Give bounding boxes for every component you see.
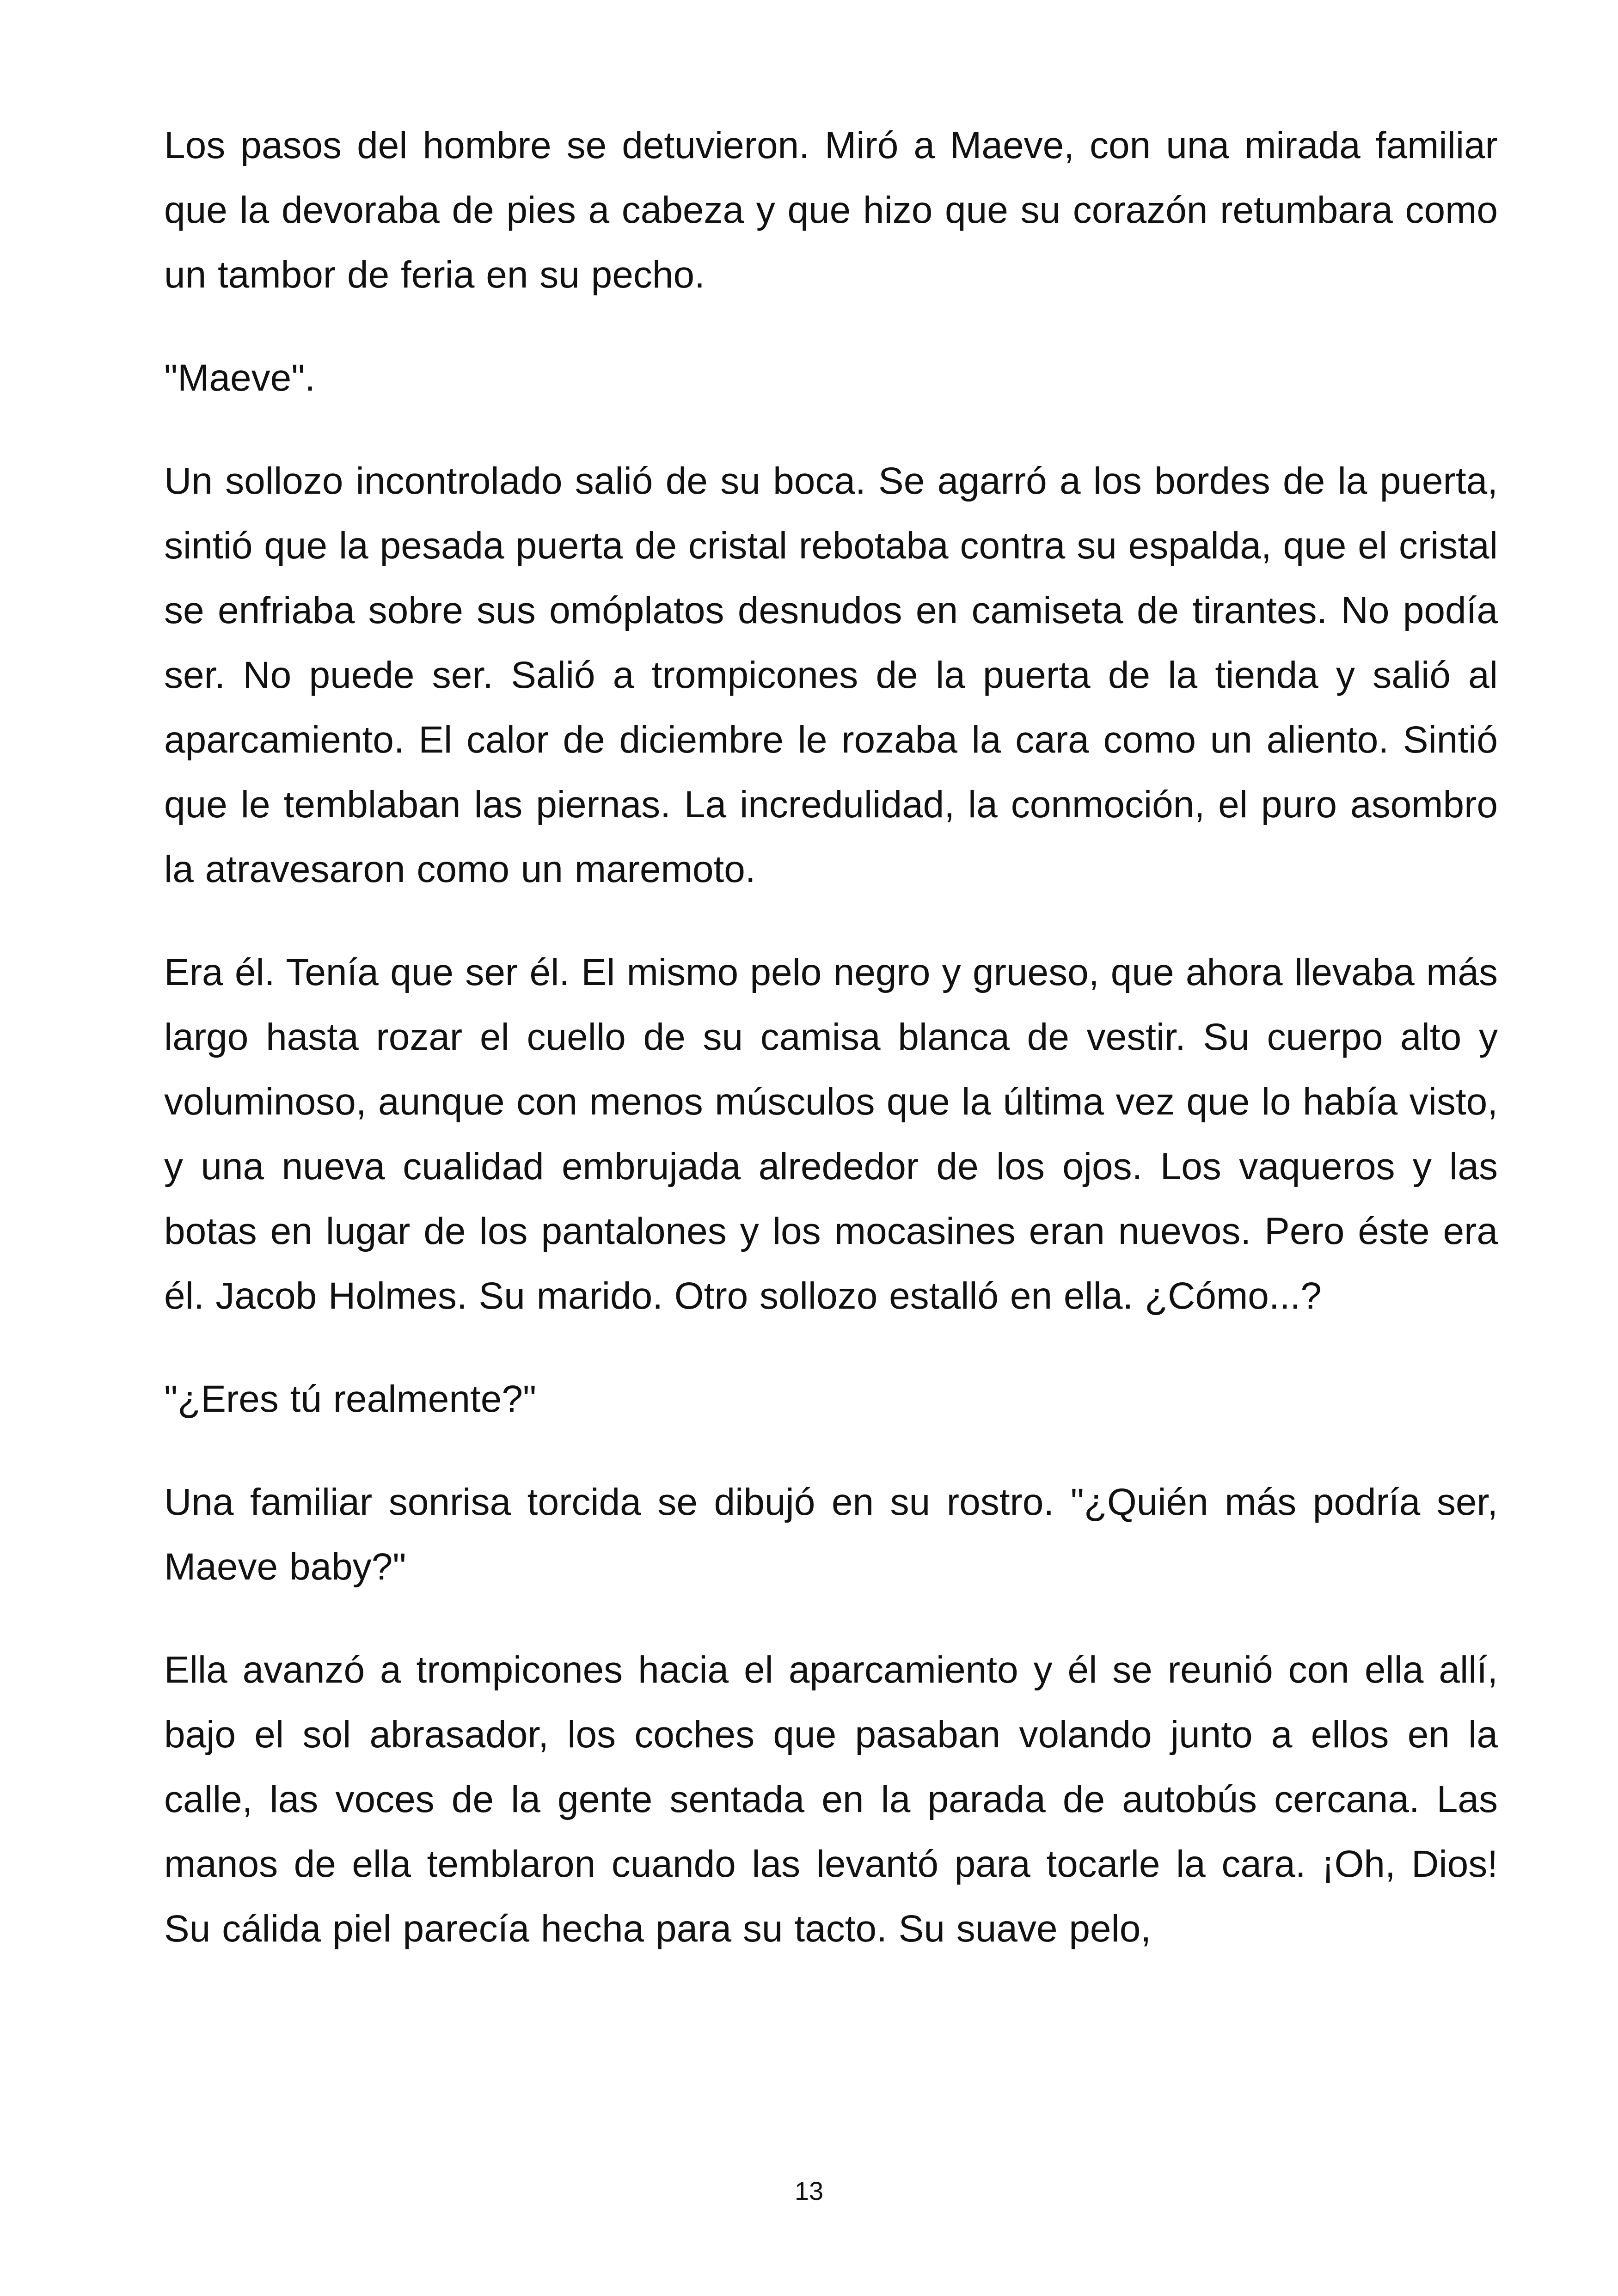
paragraph-4: Era él. Tenía que ser él. El mismo pelo negro y grueso, que ahora llevaba más largo hasta rozar el cuello de su camisa blanca de vestir. Su cuerpo alto y voluminoso, aunque con menos músculos que la última vez que lo había visto, y una nueva cualidad embrujada alrededor de los ojos. Los vaqueros y las botas en lugar de los pantalones y los mocasines eran nuevos. Pero éste era él. Jacob Holmes. Su marido. Otro sollozo estalló en ella. ¿Cómo...?	[164, 951, 1498, 1317]
paragraph-7: Ella avanzó a trompicones hacia el aparcamiento y él se reunió con ella allí, bajo el sol abrasador, los coches que pasaban volando junto a ellos en la calle, las voces de la gente sentada en la parada de autobús cercana. Las manos de ella temblaron cuando las levantó para tocarle la cara. ¡Oh, Dios! Su cálida piel parecía hecha para su tacto. Su suave pelo,	[164, 1649, 1498, 1950]
page-number: 13	[794, 2176, 824, 2205]
paragraph-2: "Maeve".	[164, 357, 316, 399]
paragraph-3: Un sollozo incontrolado salió de su boca. Se agarró a los bordes de la puerta, sintió que la pesada puerta de cristal rebotaba contra su espalda, que el cristal se enfriaba sobre sus omóplatos desnudos en camiseta de tirantes. No podía ser. No puede ser. Salió a trompicones de la puerta de la tienda y salió al aparcamiento. El calor de diciembre le rozaba la cara como un aliento. Sintió que le temblaban las piernas. La incredulidad, la conmoción, el puro asombro la atravesaron como un maremoto.	[164, 460, 1498, 890]
body-text	[164, 113, 1498, 2000]
paragraph-1: Los pasos del hombre se detuvieron. Miró a Maeve, con una mirada familiar que la devoraba de pies a cabeza y que hizo que su corazón retumbara como un tambor de feria en su pecho.	[164, 124, 1498, 296]
paragraph-6: Una familiar sonrisa torcida se dibujó en su rostro. "¿Quién más podría ser, Maeve baby?"	[164, 1481, 1498, 1588]
paragraph-5: "¿Eres tú realmente?"	[164, 1378, 537, 1420]
